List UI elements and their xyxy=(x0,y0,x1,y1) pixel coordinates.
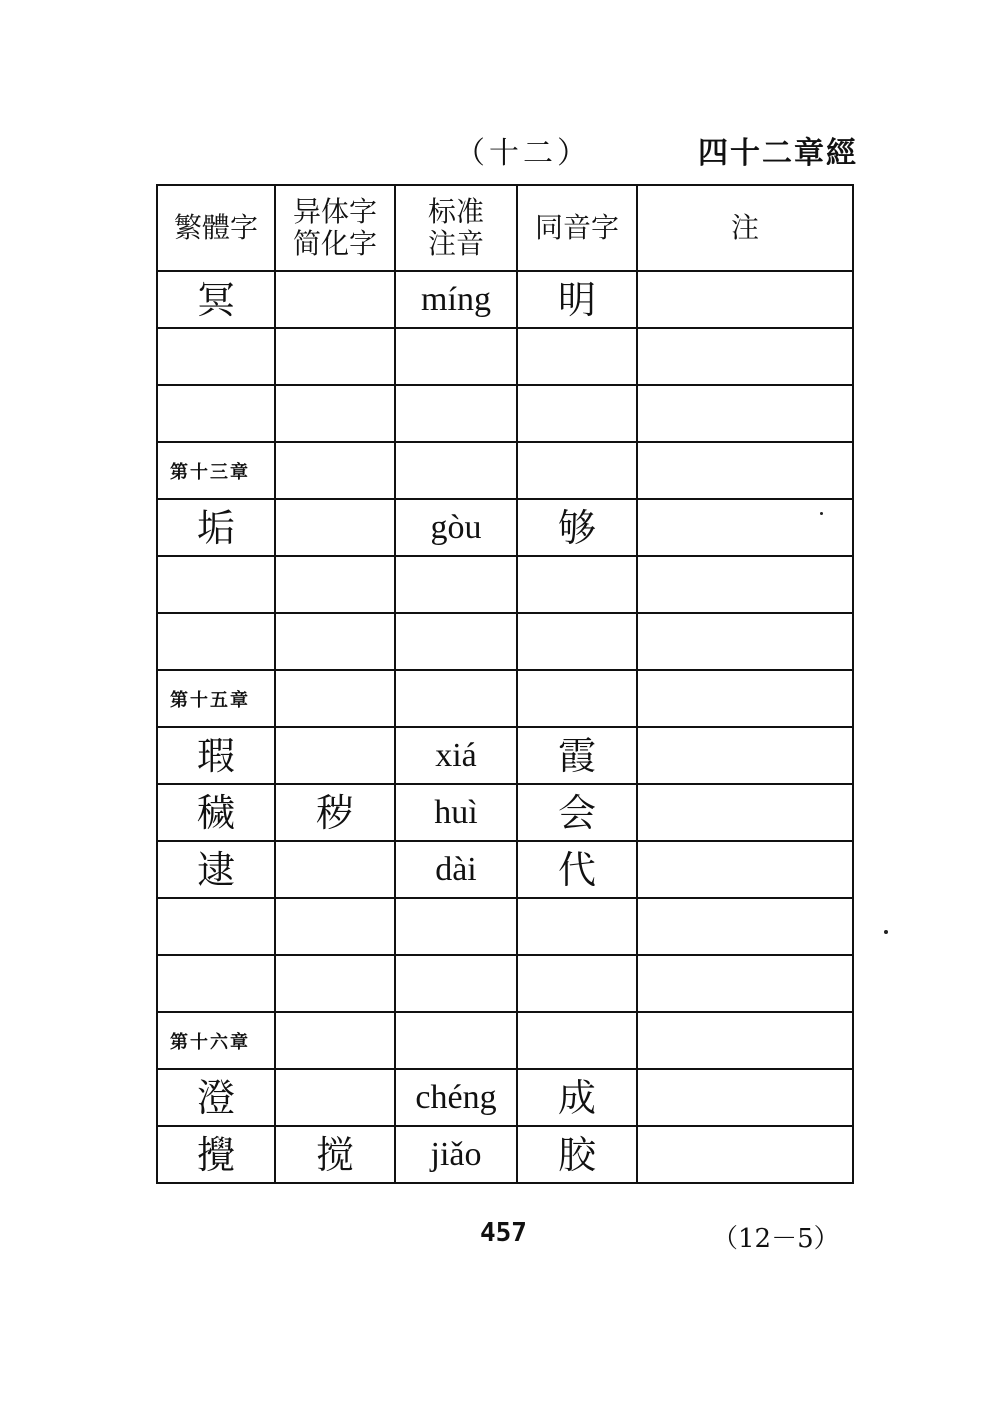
empty-cell xyxy=(517,1012,637,1069)
empty-cell xyxy=(517,955,637,1012)
page-number: 457 xyxy=(480,1218,527,1248)
empty-cell xyxy=(637,670,853,727)
chapter-label: 第十三章 xyxy=(157,442,275,499)
empty-cell xyxy=(637,955,853,1012)
chapter-row xyxy=(157,670,853,727)
col-header-variant: 异体字 简化字 xyxy=(275,185,395,271)
note-cell xyxy=(637,499,853,556)
empty-cell xyxy=(395,556,517,613)
empty-cell xyxy=(517,328,637,385)
pinyin-cell: dài xyxy=(395,841,517,898)
empty-cell xyxy=(517,613,637,670)
character-table xyxy=(156,184,854,1184)
col-header-pinyin: 标准 注音 xyxy=(395,185,517,271)
homophone-cell: 代 xyxy=(517,841,637,898)
empty-cell xyxy=(275,442,395,499)
empty-cell xyxy=(637,385,853,442)
variant-char-cell xyxy=(275,727,395,784)
note-cell xyxy=(637,841,853,898)
blank-row xyxy=(157,955,853,1012)
homophone-cell: 够 xyxy=(517,499,637,556)
empty-cell xyxy=(395,898,517,955)
traditional-char-cell: 逮 xyxy=(157,841,275,898)
table-row xyxy=(157,271,853,328)
empty-cell xyxy=(275,898,395,955)
page-code: （12－5） xyxy=(712,1224,840,1254)
empty-cell xyxy=(517,556,637,613)
note-cell xyxy=(637,1069,853,1126)
traditional-char-cell: 垢 xyxy=(157,499,275,556)
table-row xyxy=(157,841,853,898)
chapter-row xyxy=(157,1012,853,1069)
table-row xyxy=(157,1069,853,1126)
variant-char-cell xyxy=(275,499,395,556)
empty-cell xyxy=(637,613,853,670)
homophone-cell: 成 xyxy=(517,1069,637,1126)
blank-row xyxy=(157,613,853,670)
variant-char-cell xyxy=(275,1069,395,1126)
empty-cell xyxy=(157,385,275,442)
empty-cell xyxy=(275,955,395,1012)
traditional-char-cell: 冥 xyxy=(157,271,275,328)
empty-cell xyxy=(275,556,395,613)
traditional-char-cell: 澄 xyxy=(157,1069,275,1126)
empty-cell xyxy=(637,556,853,613)
traditional-char-cell: 攪 xyxy=(157,1126,275,1183)
pinyin-cell: chéng xyxy=(395,1069,517,1126)
traditional-char-cell: 穢 xyxy=(157,784,275,841)
empty-cell xyxy=(637,328,853,385)
variant-char-cell xyxy=(275,271,395,328)
empty-cell xyxy=(395,955,517,1012)
empty-cell xyxy=(157,556,275,613)
empty-cell xyxy=(517,442,637,499)
empty-cell xyxy=(637,442,853,499)
empty-cell xyxy=(517,670,637,727)
empty-cell xyxy=(395,442,517,499)
empty-cell xyxy=(157,328,275,385)
chapter-label: 第十五章 xyxy=(157,670,275,727)
pinyin-cell: míng xyxy=(395,271,517,328)
variant-char-cell: 搅 xyxy=(275,1126,395,1183)
empty-cell xyxy=(637,898,853,955)
table-row xyxy=(157,727,853,784)
chapter-label: 第十六章 xyxy=(157,1012,275,1069)
chapter-row xyxy=(157,442,853,499)
pinyin-cell: xiá xyxy=(395,727,517,784)
book-title: 四十二章經 xyxy=(698,136,858,171)
empty-cell xyxy=(395,670,517,727)
empty-cell xyxy=(275,613,395,670)
empty-cell xyxy=(395,328,517,385)
blank-row xyxy=(157,385,853,442)
note-cell xyxy=(637,784,853,841)
table-row xyxy=(157,784,853,841)
homophone-cell: 会 xyxy=(517,784,637,841)
col-header-note: 注 xyxy=(637,185,853,271)
empty-cell xyxy=(637,1012,853,1069)
blank-row xyxy=(157,556,853,613)
empty-cell xyxy=(275,670,395,727)
empty-cell xyxy=(275,1012,395,1069)
empty-cell xyxy=(157,955,275,1012)
empty-cell xyxy=(157,898,275,955)
homophone-cell: 霞 xyxy=(517,727,637,784)
variant-char-cell xyxy=(275,841,395,898)
col-header-homophone: 同音字 xyxy=(517,185,637,271)
scan-speck xyxy=(820,512,823,515)
homophone-cell: 胶 xyxy=(517,1126,637,1183)
table-row xyxy=(157,499,853,556)
empty-cell xyxy=(395,1012,517,1069)
traditional-char-cell: 瑕 xyxy=(157,727,275,784)
pinyin-cell: gòu xyxy=(395,499,517,556)
blank-row xyxy=(157,328,853,385)
table-row xyxy=(157,1126,853,1183)
blank-row xyxy=(157,898,853,955)
note-cell xyxy=(637,271,853,328)
empty-cell xyxy=(157,613,275,670)
pinyin-cell: huì xyxy=(395,784,517,841)
empty-cell xyxy=(395,385,517,442)
homophone-cell: 明 xyxy=(517,271,637,328)
variant-char-cell: 秽 xyxy=(275,784,395,841)
scan-speck xyxy=(884,930,888,934)
empty-cell xyxy=(275,328,395,385)
empty-cell xyxy=(275,385,395,442)
note-cell xyxy=(637,727,853,784)
empty-cell xyxy=(517,898,637,955)
col-header-traditional: 繁體字 xyxy=(157,185,275,271)
table-header-row xyxy=(157,185,853,271)
empty-cell xyxy=(395,613,517,670)
pinyin-cell: jiǎo xyxy=(395,1126,517,1183)
section-number: （十二） xyxy=(455,136,591,171)
empty-cell xyxy=(517,385,637,442)
note-cell xyxy=(637,1126,853,1183)
